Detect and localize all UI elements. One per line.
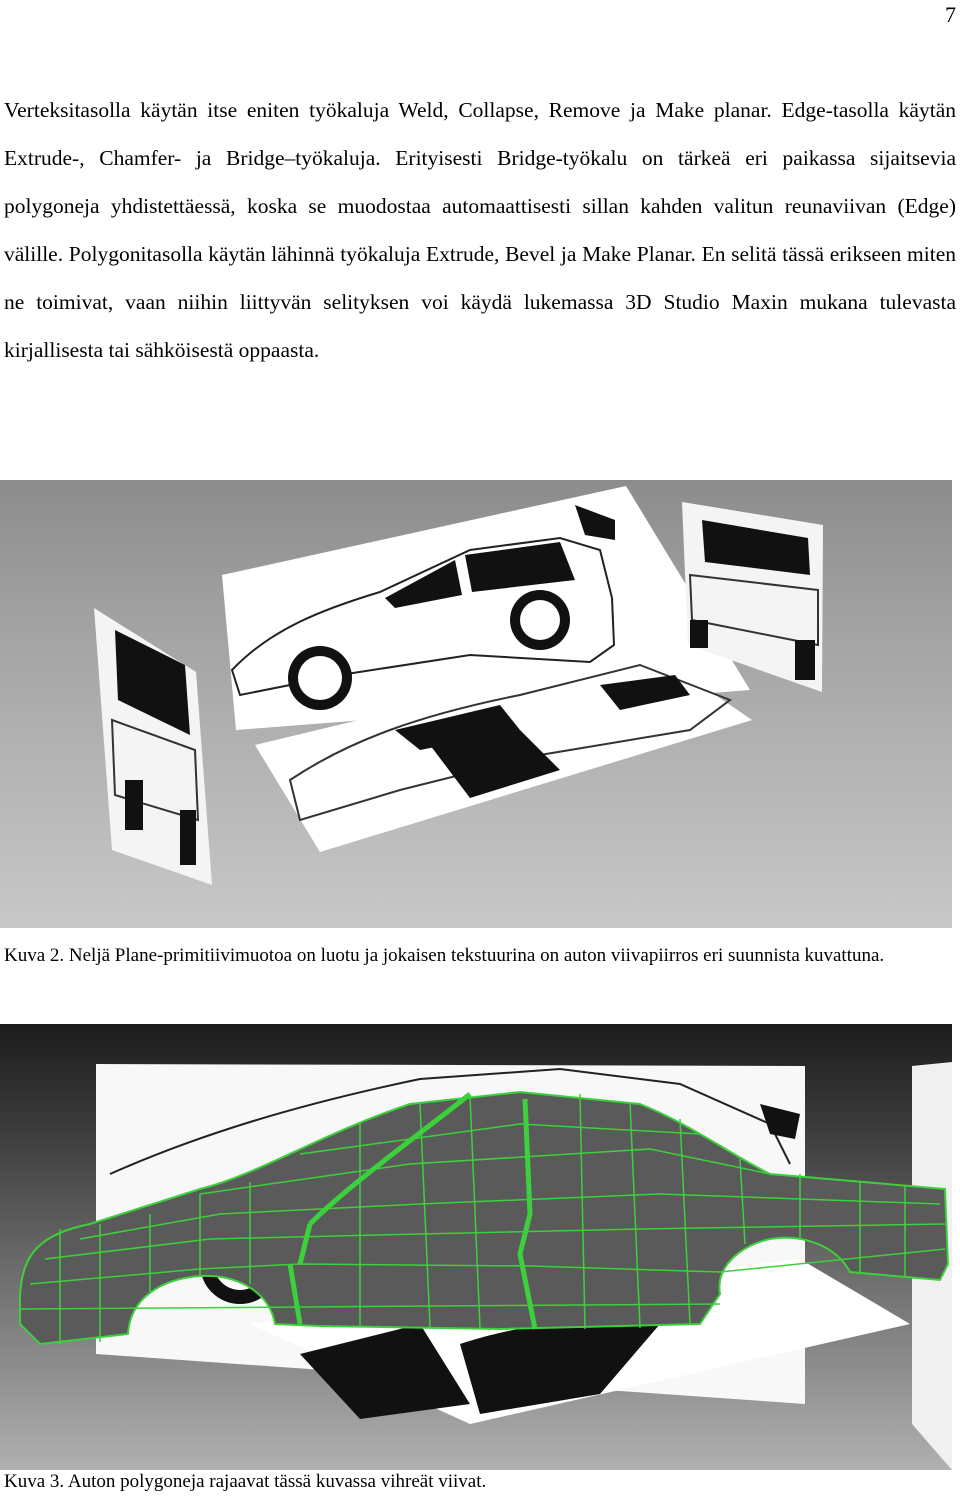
figure-3-render [0, 1024, 952, 1470]
figure-3-caption: Kuva 3. Auton polygoneja rajaavat tässä kuvassa vihreät viivat. [4, 1471, 487, 1492]
figure-2-caption: Kuva 2. Neljä Plane-primitiivimuotoa on luotu ja jokaisen tekstuurina on auton viivapiirros eri suunnista kuvattuna. [4, 945, 885, 966]
figure-2-render [0, 480, 952, 928]
page-number: 7 [945, 2, 956, 27]
body-paragraph: Verteksitasolla käytän itse eniten työkaluja Weld, Collapse, Remove ja Make planar. Edge-tasolla käytän Extrude-, Chamfer- ja Bridge–työkaluja. Erityisesti Bridge-työkalu on tärkeä eri paikassa sijaitsevia polygoneja yhdistettäessä, koska se muodostaa automaattisesti sillan kahden valitun reunaviivan (Edge) välille. Polygonitasolla käytän lähinnä työkaluja Extrude, Bevel ja Make Planar. En selitä tässä erikseen miten ne toimivat, vaan niihin liittyvän selityksen voi käydä lukemassa 3D Studio Maxin mukana tulevasta kirjallisesta tai sähköisestä oppaasta. [4, 98, 956, 362]
